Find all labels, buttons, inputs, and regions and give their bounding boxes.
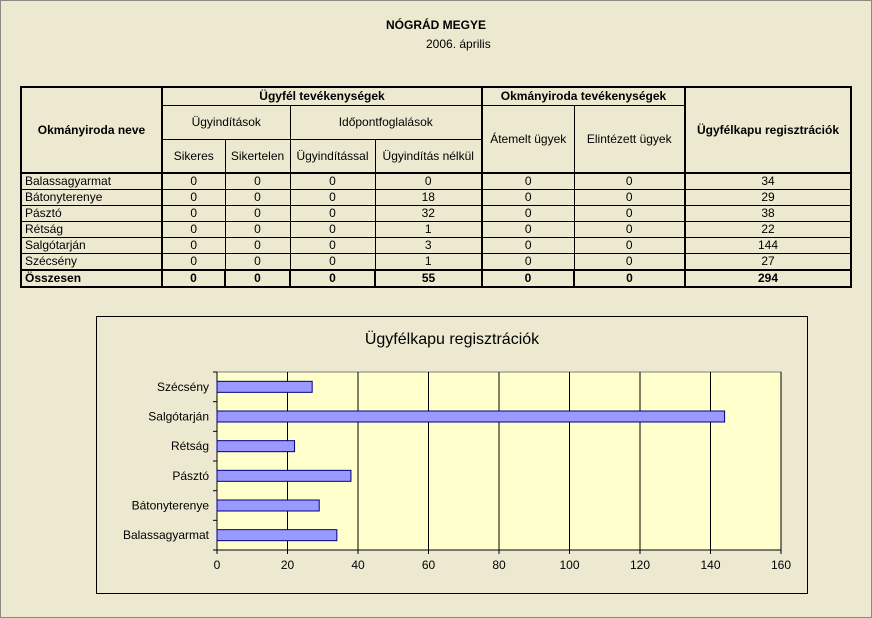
header-successful: Sikeres bbox=[162, 139, 225, 173]
total-label: Összesen bbox=[21, 270, 162, 287]
total-cell: 0 bbox=[482, 270, 574, 287]
y-category-label: Rétság bbox=[170, 439, 209, 454]
row-name: Salgótarján bbox=[21, 238, 162, 254]
table-row bbox=[21, 173, 851, 190]
y-category-label: Bátonyterenye bbox=[131, 498, 209, 513]
x-tick-label: 120 bbox=[629, 558, 651, 572]
total-cell: 0 bbox=[574, 270, 685, 287]
page-title: NÓGRÁD MEGYE bbox=[385, 18, 486, 32]
header-transferred: Átemelt ügyek bbox=[482, 105, 574, 173]
x-tick-label: 40 bbox=[351, 558, 365, 572]
cell: 0 bbox=[162, 254, 225, 271]
cell: 0 bbox=[290, 222, 375, 238]
cell: 0 bbox=[574, 254, 685, 271]
bar-szécsény bbox=[217, 381, 312, 392]
cell: 0 bbox=[482, 190, 574, 206]
table-row bbox=[21, 222, 851, 238]
total-cell: 0 bbox=[225, 270, 290, 287]
cell: 0 bbox=[574, 190, 685, 206]
total-cell: 55 bbox=[375, 270, 482, 287]
cell: 22 bbox=[685, 222, 851, 238]
header-office-activities: Okmányiroda tevékenységek bbox=[482, 87, 685, 105]
header-resolved: Elintézett ügyek bbox=[574, 105, 685, 173]
cell: 0 bbox=[482, 254, 574, 271]
cell: 0 bbox=[225, 173, 290, 190]
header-client-gateway: Ügyfélkapu regisztrációk bbox=[685, 87, 851, 173]
table-row bbox=[21, 238, 851, 254]
bar-rétság bbox=[217, 441, 295, 452]
row-name: Rétság bbox=[21, 222, 162, 238]
table-row bbox=[21, 254, 851, 271]
row-name: Szécsény bbox=[21, 254, 162, 271]
total-cell: 0 bbox=[162, 270, 225, 287]
row-name: Pásztó bbox=[21, 206, 162, 222]
cell: 0 bbox=[225, 190, 290, 206]
cell: 0 bbox=[290, 254, 375, 271]
cell: 0 bbox=[290, 190, 375, 206]
header-unsuccessful: Sikertelen bbox=[225, 139, 290, 173]
cell: 0 bbox=[162, 206, 225, 222]
cell: 0 bbox=[482, 222, 574, 238]
cell: 0 bbox=[482, 173, 574, 190]
cell: 144 bbox=[685, 238, 851, 254]
cell: 0 bbox=[482, 206, 574, 222]
cell: 0 bbox=[574, 222, 685, 238]
cell: 0 bbox=[375, 173, 482, 190]
cell: 0 bbox=[574, 238, 685, 254]
cell: 0 bbox=[225, 254, 290, 271]
table-row bbox=[21, 190, 851, 206]
total-cell: 0 bbox=[290, 270, 375, 287]
x-tick-label: 60 bbox=[421, 558, 436, 572]
cell: 1 bbox=[375, 254, 482, 271]
chart-title: Ügyfélkapu regisztrációk bbox=[364, 331, 540, 348]
cell: 27 bbox=[685, 254, 851, 271]
cell: 0 bbox=[290, 238, 375, 254]
bar-pásztó bbox=[217, 470, 351, 481]
header-client-activities: Ügyfél tevékenységek bbox=[162, 87, 482, 105]
y-category-label: Pásztó bbox=[172, 468, 209, 483]
bar-chart bbox=[97, 317, 807, 593]
table-row bbox=[21, 206, 851, 222]
bar-salgótarján bbox=[217, 411, 725, 422]
cell: 18 bbox=[375, 190, 482, 206]
cell: 1 bbox=[375, 222, 482, 238]
y-category-label: Szécsény bbox=[156, 379, 209, 394]
cell: 0 bbox=[574, 206, 685, 222]
header-with-case-start: Ügyindítással bbox=[290, 139, 375, 173]
cell: 0 bbox=[162, 222, 225, 238]
x-tick-label: 20 bbox=[280, 558, 295, 572]
header-appointments: Időpontfoglalások bbox=[290, 105, 482, 139]
cell: 0 bbox=[162, 190, 225, 206]
cell: 0 bbox=[162, 238, 225, 254]
cell: 0 bbox=[290, 173, 375, 190]
cell: 0 bbox=[482, 238, 574, 254]
total-cell: 294 bbox=[685, 270, 851, 287]
page-subtitle: 2006. április bbox=[426, 37, 491, 51]
cell: 32 bbox=[375, 206, 482, 222]
x-tick-label: 0 bbox=[213, 558, 221, 572]
cell: 0 bbox=[574, 173, 685, 190]
header-case-starts: Ügyindítások bbox=[162, 105, 290, 139]
y-category-label: Salgótarján bbox=[148, 409, 209, 424]
x-tick-label: 160 bbox=[770, 558, 792, 572]
cell: 0 bbox=[225, 238, 290, 254]
y-category-label: Balassagyarmat bbox=[122, 528, 209, 543]
x-tick-label: 80 bbox=[492, 558, 506, 572]
cell: 29 bbox=[685, 190, 851, 206]
cell: 0 bbox=[225, 206, 290, 222]
total-row bbox=[21, 270, 851, 287]
bar-bátonyterenye bbox=[217, 500, 319, 511]
x-tick-label: 100 bbox=[559, 558, 580, 572]
statistics-table bbox=[20, 86, 852, 288]
cell: 0 bbox=[162, 173, 225, 190]
cell: 34 bbox=[685, 173, 851, 190]
x-tick-label: 140 bbox=[700, 558, 721, 572]
row-name: Balassagyarmat bbox=[21, 173, 162, 190]
cell: 0 bbox=[225, 222, 290, 238]
bar-balassagyarmat bbox=[217, 530, 337, 541]
cell: 3 bbox=[375, 238, 482, 254]
cell: 0 bbox=[290, 206, 375, 222]
header-office-name: Okmányiroda neve bbox=[21, 87, 162, 173]
cell: 38 bbox=[685, 206, 851, 222]
row-name: Bátonyterenye bbox=[21, 190, 162, 206]
header-without-case-start: Ügyindítás nélkül bbox=[375, 139, 482, 173]
chart-container bbox=[96, 316, 808, 594]
